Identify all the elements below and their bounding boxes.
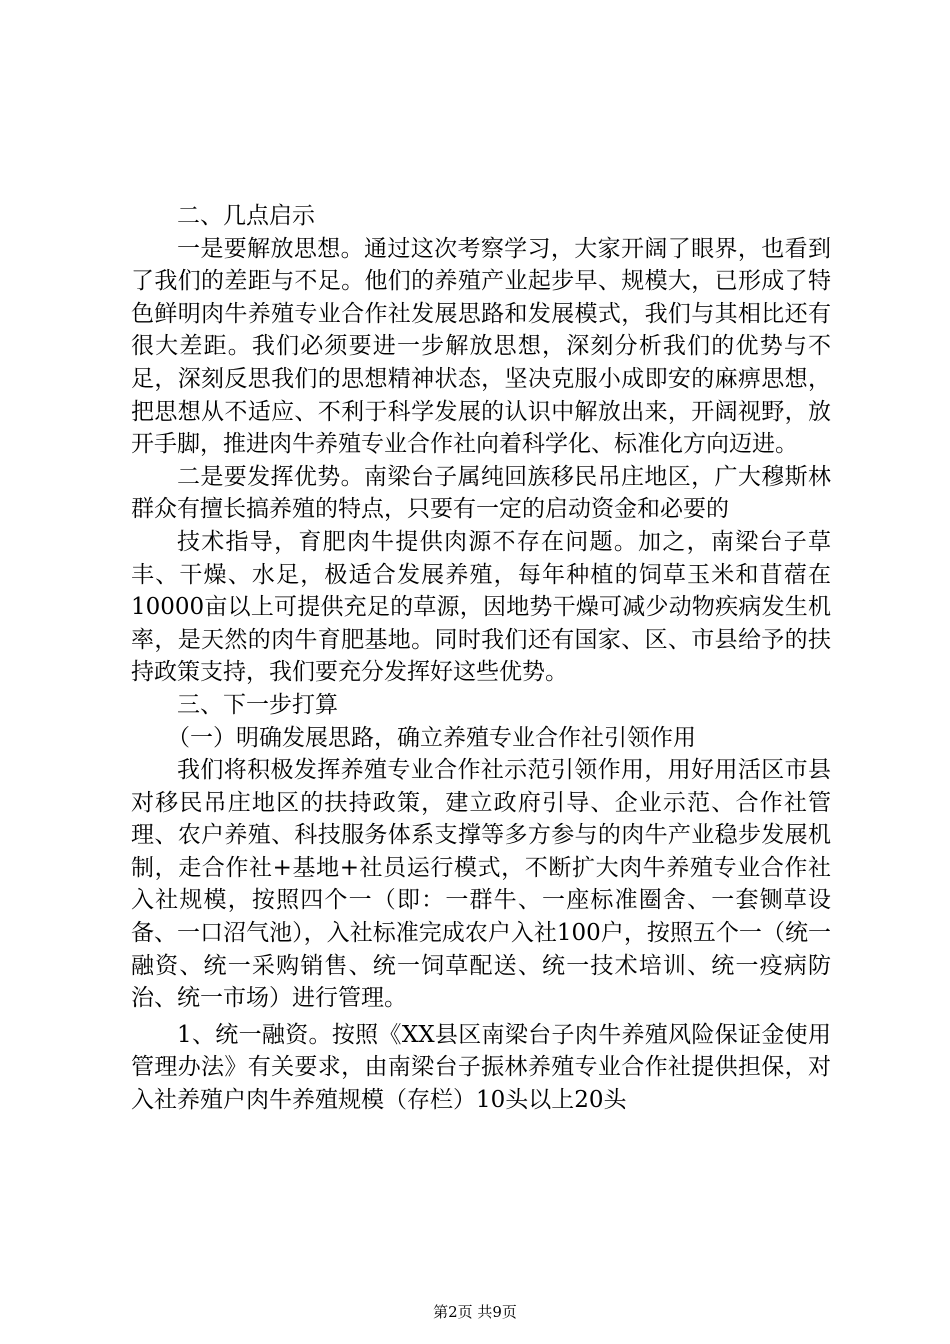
page-footer: 第2页 共9页 [433, 1303, 517, 1321]
paragraph-leverage-advantages: 二是要发挥优势。南梁台子属纯回族移民吊庄地区，广大穆斯林群众有擅长搞养殖的特点，只要有一定的启动资金和必要的 [131, 463, 831, 523]
paragraph-advantages-continued: 技术指导，育肥肉牛提供肉源不存在问题。加之，南梁台子草丰、干燥、水足，极适合发展养殖，每年种植的饲草玉米和苜蓿在10000亩以上可提供充足的草源，因地势干燥可减少动物疾病发生机率，是天然的肉牛育肥基地。同时我们还有国家、区、市县给予的扶持政策支持，我们要充分发挥好这些优势。 [131, 528, 831, 686]
subsection-heading-development-ideas: （一）明确发展思路，确立养殖专业合作社引领作用 [167, 724, 696, 751]
paragraph-unified-financing: 1、统一融资。按照《XX县区南梁台子肉牛养殖风险保证金使用管理办法》有关要求，由南梁台子振林养殖专业合作社提供担保，对入社养殖户肉牛养殖规模（存栏）10头以上20头 [131, 1021, 831, 1114]
section-heading-next-steps: 三、下一步打算 [177, 691, 338, 718]
paragraph-emancipate-thinking: 一是要解放思想。通过这次考察学习，大家开阔了眼界，也看到了我们的差距与不足。他们的养殖产业起步早、规模大，已形成了特色鲜明肉牛养殖专业合作社发展思路和发展模式，我们与其相比还有很大差距。我们必须要进一步解放思想，深刻分析我们的优势与不足，深刻反思我们的思想精神状态，坚决克服小成即安的麻痹思想，把思想从不适应、不利于科学发展的认识中解放出来，开阔视野，放开手脚，推进肉牛养殖专业合作社向着科学化、标准化方向迈进。 [131, 235, 831, 458]
section-heading-insights: 二、几点启示 [177, 203, 315, 229]
document-body [131, 200, 831, 1117]
paragraph-cooperative-plan: 我们将积极发挥养殖专业合作社示范引领作用，用好用活区市县对移民吊庄地区的扶持政策，建立政府引导、企业示范、合作社管理、农户养殖、科技服务体系支撑等多方参与的肉牛产业稳步发展机制，走合作社+基地+社员运行模式，不断扩大肉牛养殖专业合作社入社规模，按照四个一（即：一群牛、一座标准圈舍、一套铡草设备、一口沼气池），入社标准完成农户入社100户，按照五个一（统一融资、统一采购销售、统一饲草配送、统一技术培训、统一疫病防治、统一市场）进行管理。 [131, 757, 831, 1012]
